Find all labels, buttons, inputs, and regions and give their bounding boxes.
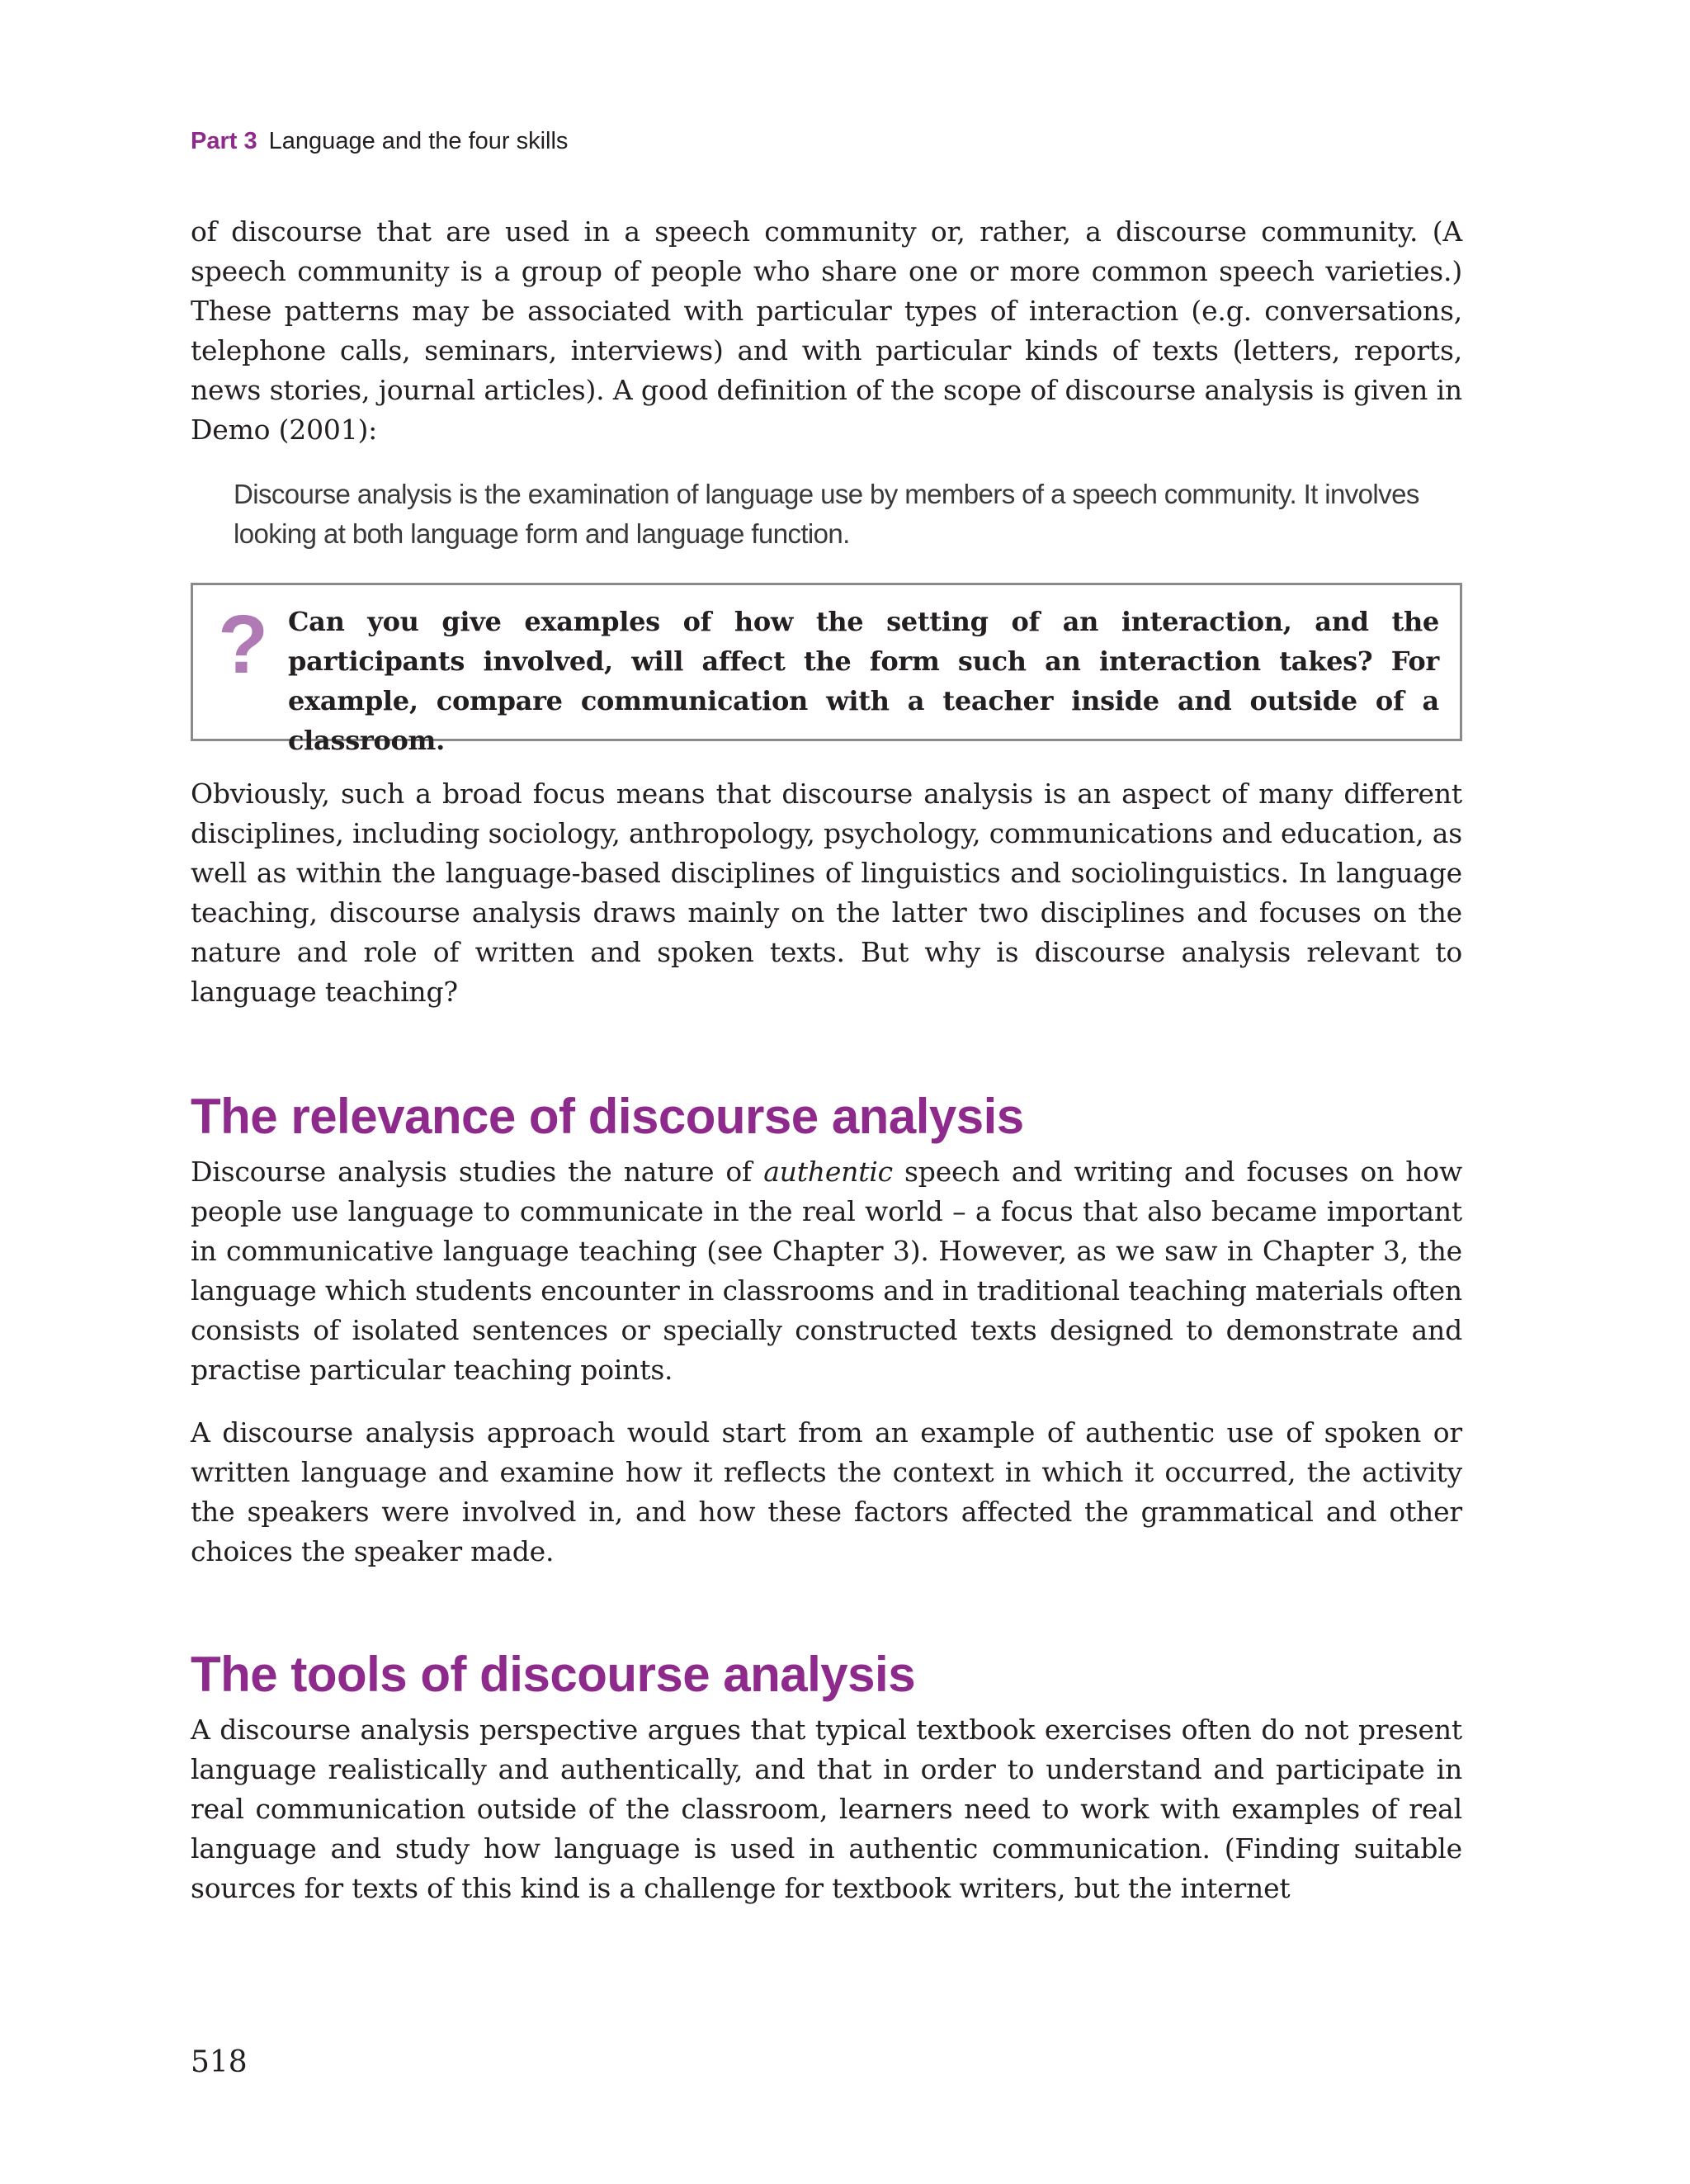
page-content <box>191 212 1462 1908</box>
reflection-question-text: Can you give examples of how the setting of an interaction, and the participants involved, will affect the form such an interaction takes? For example, compare communication with a teacher inside and outside of a classroom. <box>288 606 1439 756</box>
relevance-text-end: speech and writing and focuses on how people use language to communicate in the real world – a focus that also became important in communicative language teaching (see Chapter 3). However, as we saw in Chapter 3, the language which students encounter in classrooms and in traditional teaching materials often consists of isolated sentences or specially constructed texts designed to demonstrate and practise particular teaching points. <box>191 1156 1463 1386</box>
running-header <box>191 128 568 155</box>
intro-paragraph: of discourse that are used in a speech community or, rather, a discourse community. (A speech community is a group of people who share one or more common speech varieties.) These patterns may be associated with particular types of interaction (e.g. conversations, telephone calls, seminars, interviews) and with particular kinds of texts (letters, reports, news stories, journal articles). A good definition of the scope of discourse analysis is given in Demo (2001): <box>191 215 1462 446</box>
header-part-label: Part 3 <box>191 128 257 154</box>
block-quote: Discourse analysis is the examination of language use by members of a speech community. It involves looking at both language form and language function. <box>234 479 1419 549</box>
question-mark-icon: ? <box>218 598 269 691</box>
section-heading-relevance: The relevance of discourse analysis <box>191 1089 1024 1144</box>
section-heading-tools: The tools of discourse analysis <box>191 1647 916 1702</box>
focus-paragraph: Obviously, such a broad focus means that discourse analysis is an aspect of many different disciplines, including sociology, anthropology, psychology, communications and education, as well as within the language-based disciplines of linguistics and sociolinguistics. In language teaching, discourse analysis draws mainly on the latter two disciplines and focuses on the nature and role of written and spoken texts. But why is discourse analysis relevant to language teaching? <box>191 778 1462 1008</box>
relevance-paragraph-1 <box>191 1152 1462 1390</box>
reflection-question-box <box>191 583 1462 756</box>
header-part-title: Language and the four skills <box>268 128 569 154</box>
relevance-text-start: Discourse analysis studies the nature of <box>191 1156 764 1188</box>
relevance-paragraph-2: A discourse analysis approach would start from an example of authentic use of spoken or written language and examine how it reflects the context in which it occurred, the activity the speakers were involved in, and how these factors affected the grammatical and other choices the speaker made. <box>191 1416 1462 1567</box>
page-number: 518 <box>191 2045 248 2079</box>
tools-paragraph-1: A discourse analysis perspective argues that typical textbook exercises often do not present language realistically and authentically, and that in order to understand and participate in real communication outside of the classroom, learners need to work with examples of real language and study how language is used in authentic communication. (Finding suitable sources for texts of this kind is a challenge for textbook writers, but the internet <box>191 1714 1462 1904</box>
relevance-italic-term: authentic <box>763 1156 893 1188</box>
